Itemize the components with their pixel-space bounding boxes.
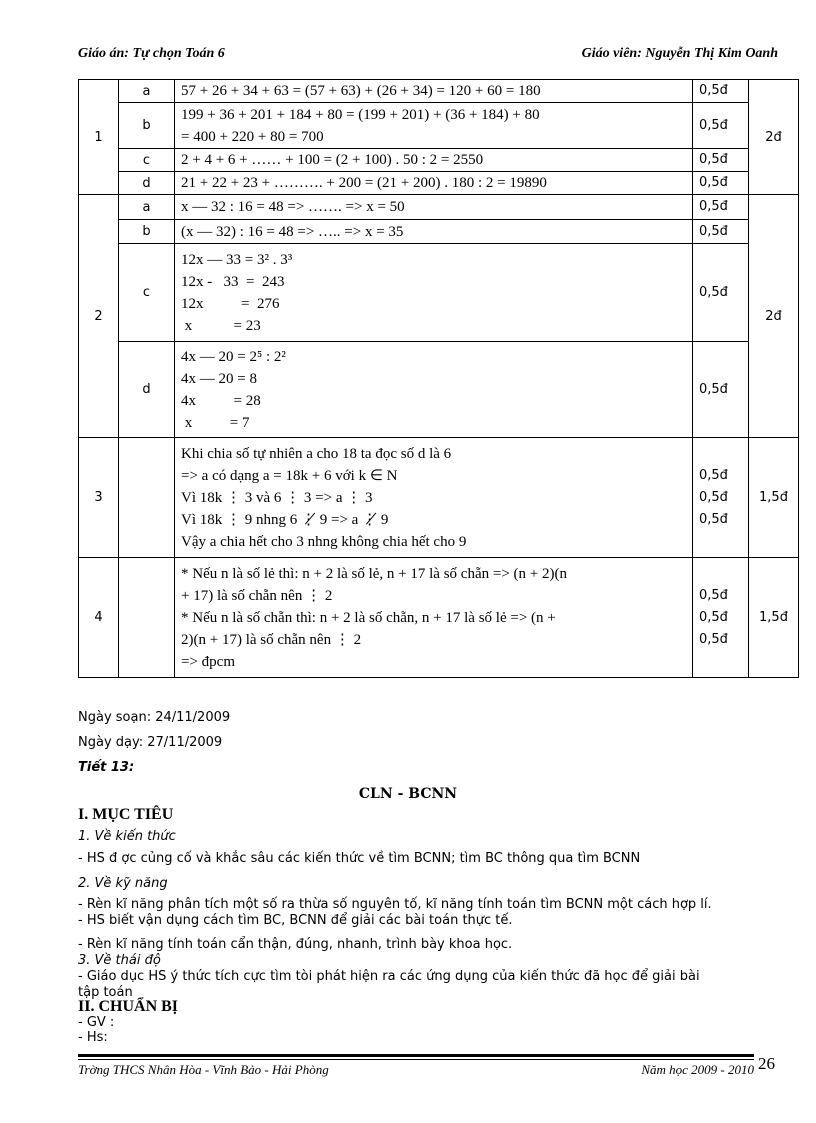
points: 0,5đ bbox=[699, 609, 728, 625]
points: 0,5đ bbox=[699, 223, 728, 239]
footer-year: Năm học 2009 - 2010 bbox=[641, 1062, 754, 1077]
total-points: 1,5đ bbox=[749, 558, 799, 678]
answer-line: 4x — 20 = 2⁵ : 2² bbox=[181, 348, 286, 365]
part-label: d bbox=[119, 172, 175, 195]
answer-line: x = 7 bbox=[181, 414, 250, 431]
part-label: c bbox=[119, 244, 175, 342]
question-number: 2 bbox=[79, 195, 119, 438]
table-row bbox=[79, 220, 799, 244]
footer-rule-thin bbox=[78, 1059, 754, 1060]
table-row bbox=[79, 149, 799, 172]
kien-thuc-text: - HS đ ợc củng cố và khắc sâu các kiến thức về tìm BCNN; tìm BC thông qua tìm BCNN bbox=[78, 851, 641, 866]
answer-line: 12x = 276 bbox=[181, 295, 280, 312]
points: 0,5đ bbox=[699, 117, 728, 133]
question-number: 1 bbox=[79, 80, 119, 195]
part-label: a bbox=[119, 195, 175, 220]
answer-line: Vậy a chia hết cho 3 nhng không chia hết cho 9 bbox=[181, 533, 467, 550]
total-points: 2đ bbox=[749, 80, 799, 195]
page-number: 26 bbox=[758, 1054, 775, 1073]
answer-line: x — 32 : 16 = 48 => ……. => x = 50 bbox=[181, 199, 405, 215]
answer-line: * Nếu n là số lẻ thì: n + 2 là số lẻ, n + 17 là số chẵn => (n + 2)(n bbox=[181, 565, 567, 582]
answer-line: + 17) là số chẵn nên ⋮ 2 bbox=[181, 587, 333, 604]
part-label: c bbox=[119, 149, 175, 172]
points: 0,5đ bbox=[699, 489, 728, 505]
answer-line: x = 23 bbox=[181, 317, 261, 334]
table-row bbox=[79, 195, 799, 220]
points: 0,5đ bbox=[699, 199, 728, 214]
footer-rule bbox=[78, 1054, 754, 1057]
hs-line: - Hs: bbox=[78, 1030, 108, 1045]
subsection-thai-do: 3. Về thái độ bbox=[78, 953, 161, 968]
answer-line: = 400 + 220 + 80 = 700 bbox=[181, 128, 324, 145]
table-row bbox=[79, 558, 799, 678]
points: 0,5đ bbox=[699, 587, 728, 603]
table-row bbox=[79, 342, 799, 438]
tiet-label: Tiết 13: bbox=[78, 760, 135, 775]
section-chuan-bi: II. CHUẨN BỊ bbox=[78, 998, 179, 1015]
ky-nang-text-1: - Rèn kĩ năng phân tích một số ra thừa số nguyên tố, kĩ năng tính toán tìm BCNN một cách hợp lí. bbox=[78, 897, 712, 912]
subsection-ky-nang: 2. Về kỹ năng bbox=[78, 876, 168, 891]
points: 0,5đ bbox=[699, 631, 728, 647]
answer-line: 12x — 33 = 3² . 3³ bbox=[181, 251, 293, 268]
answer-line: 4x — 20 = 8 bbox=[181, 370, 257, 387]
question-number: 3 bbox=[79, 438, 119, 558]
answer-table bbox=[78, 79, 799, 678]
points: 0,5đ bbox=[699, 83, 728, 98]
part-label: b bbox=[119, 220, 175, 244]
page-footer bbox=[78, 1062, 754, 1080]
table-row bbox=[79, 244, 799, 342]
answer-line: => a có dạng a = 18k + 6 với k ∈ N bbox=[181, 467, 398, 484]
part-label: a bbox=[119, 80, 175, 103]
answer-line: 4x = 28 bbox=[181, 392, 261, 409]
thai-do-text-1: - Giáo dục HS ý thức tích cực tìm tòi phát hiện ra các ứng dụng của kiến thức đã học để giải bài bbox=[78, 969, 700, 984]
answer-line: Khi chia số tự nhiên a cho 18 ta đọc số d là 6 bbox=[181, 445, 452, 462]
answer-line: 199 + 36 + 201 + 184 + 80 = (199 + 201) + (36 + 184) + 80 bbox=[181, 106, 540, 123]
header-right: Giáo viên: Nguyễn Thị Kim Oanh bbox=[581, 46, 778, 61]
gv-line: - GV : bbox=[78, 1015, 115, 1030]
lesson-title: CLN - BCNN bbox=[358, 786, 458, 802]
points: 0,5đ bbox=[699, 381, 728, 397]
answer-line: Vì 18k ⋮ 3 và 6 ⋮ 3 => a ⋮ 3 bbox=[181, 489, 373, 506]
answer-line: 12x - 33 = 243 bbox=[181, 273, 285, 290]
points: 0,5đ bbox=[699, 152, 728, 167]
answer-line: 2 + 4 + 6 + …… + 100 = (2 + 100) . 50 : 2 = 2550 bbox=[181, 152, 484, 168]
table-row bbox=[79, 80, 799, 103]
table-row bbox=[79, 103, 799, 149]
answer-line: * Nếu n là số chẵn thì: n + 2 là số chẵn, n + 17 là số lẻ => (n + bbox=[181, 609, 556, 626]
ngay-day: Ngày dạy: 27/11/2009 bbox=[78, 735, 223, 750]
ngay-soan: Ngày soạn: 24/11/2009 bbox=[78, 710, 231, 725]
answer-line: 21 + 22 + 23 + ………. + 200 = (21 + 200) . 180 : 2 = 19890 bbox=[181, 175, 547, 191]
part-label: b bbox=[119, 103, 175, 149]
table-row bbox=[79, 172, 799, 195]
points: 0,5đ bbox=[699, 511, 728, 527]
subsection-kien-thuc: 1. Về kiến thức bbox=[78, 829, 176, 844]
answer-line: 57 + 26 + 34 + 63 = (57 + 63) + (26 + 34) = 120 + 60 = 180 bbox=[181, 83, 541, 99]
ky-nang-text-2: - HS biết vận dụng cách tìm BC, BCNN để giải các bài toán thực tế. bbox=[78, 913, 513, 928]
answer-line: Vì 18k ⋮ 9 nhng 6 ⋮̸ 9 => a ⋮̸ 9 bbox=[181, 511, 389, 528]
points: 0,5đ bbox=[699, 175, 728, 190]
thai-do-text-2: tập toán bbox=[78, 985, 133, 1000]
total-points: 2đ bbox=[749, 195, 799, 438]
footer-school: Trờng THCS Nhân Hòa - Vĩnh Bảo - Hải Phòng bbox=[78, 1062, 329, 1077]
points: 0,5đ bbox=[699, 284, 728, 300]
total-points: 1,5đ bbox=[749, 438, 799, 558]
ky-nang-text-3: - Rèn kĩ năng tính toán cẩn thận, đúng, nhanh, trình bày khoa học. bbox=[78, 937, 513, 952]
table-row bbox=[79, 438, 799, 558]
answer-line: (x — 32) : 16 = 48 => ….. => x = 35 bbox=[181, 223, 404, 240]
section-muc-tieu: I. MỤC TIÊU bbox=[78, 806, 174, 823]
header-left: Giáo án: Tự chọn Toán 6 bbox=[78, 46, 225, 61]
page-header bbox=[78, 46, 778, 66]
question-number: 4 bbox=[79, 558, 119, 678]
answer-line: 2)(n + 17) là số chẵn nên ⋮ 2 bbox=[181, 631, 362, 648]
part-label: d bbox=[119, 342, 175, 438]
answer-line: => đpcm bbox=[181, 653, 235, 670]
points: 0,5đ bbox=[699, 467, 728, 483]
